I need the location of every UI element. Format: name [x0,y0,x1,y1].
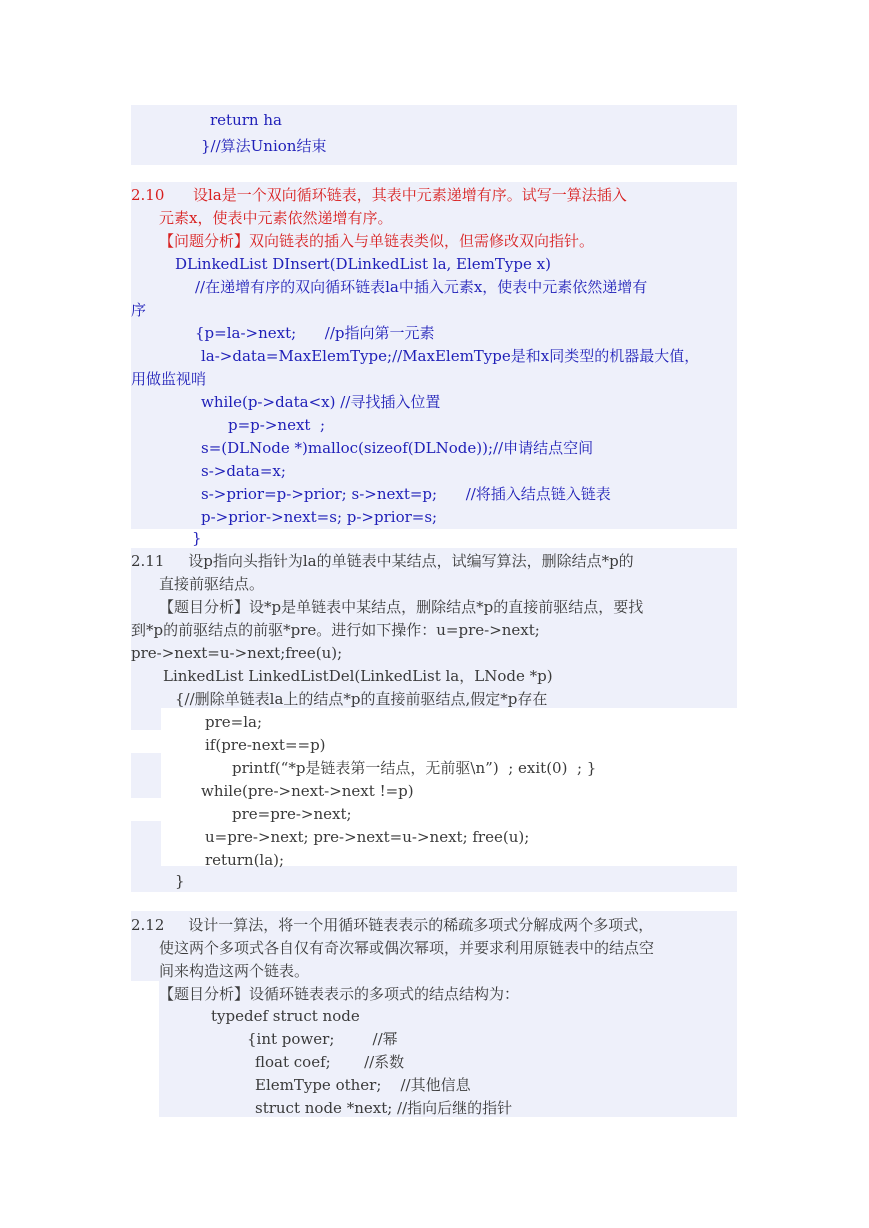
code-line: DLinkedList DInsert(DLinkedList la, ElemType x) [175,255,551,273]
code-line: s=(DLNode *)malloc(sizeof(DLNode));//申请结点空间 [201,439,594,457]
code-line: {p=la->next; //p指向第一元素 [195,324,435,342]
code-line: pre=pre->next; [232,805,352,823]
question-heading: 2.10 设la是一个双向循环链表，其表中元素递增有序。试写一算法插入 [131,186,627,204]
problem-analysis: 【问题分析】双向链表的插入与单链表类似，但需修改双向指针。 [159,232,595,250]
code-line: return(la); [205,851,285,869]
problem-analysis: 【题目分析】设*p是单链表中某结点，删除结点*p的直接前驱结点，要找 [159,598,644,616]
question-text: 使这两个多项式各自仅有奇次幂或偶次幂项，并要求利用原链表中的结点空 [159,939,655,957]
question-text: 间来构造这两个链表。 [159,962,310,980]
code-line: p->prior->next=s; p->prior=s; [201,508,438,526]
code-block-background [131,708,161,730]
problem-analysis: 【题目分析】设循环链表表示的多项式的结点结构为： [159,985,520,1003]
code-line: while(p->data<x) //寻找插入位置 [201,393,441,411]
problem-analysis: pre->next=u->next;free(u); [131,644,343,662]
code-line: } [175,872,185,890]
code-line: LinkedList LinkedListDel(LinkedList la，LNode *p) [163,667,553,685]
code-block-background [131,753,161,798]
code-comment: //在递增有序的双向循环链表la中插入元素x，使表中元素依然递增有 [195,278,648,296]
code-line: if(pre-next==p) [205,736,326,754]
code-line: }//算法Union结束 [201,137,327,155]
code-line: p=p->next ; [228,416,326,434]
question-heading: 2.12 设计一算法，将一个用循环链表表示的稀疏多项式分解成两个多项式， [131,916,654,934]
code-line: {int power; //幂 [247,1030,398,1048]
problem-analysis: 到*p的前驱结点的前驱*pre。进行如下操作：u=pre->next; [131,621,540,639]
code-comment: 用做监视哨 [131,370,207,388]
code-comment: 序 [131,301,147,319]
code-line: s->data=x; [201,462,286,480]
code-line: while(pre->next->next !=p) [201,782,414,800]
question-text: 元素x，使表中元素依然递增有序。 [159,209,393,227]
code-line: la->data=MaxElemType;//MaxElemType是和x同类型的机器最大值， [201,347,700,365]
code-block-background [131,821,161,866]
code-line: u=pre->next; pre->next=u->next; free(u); [205,828,530,846]
question-heading: 2.11 设p指向头指针为la的单链表中某结点，试编写算法，删除结点*p的 [131,552,634,570]
code-line: float coef; //系数 [255,1053,405,1071]
code-line: printf(“*p是链表第一结点，无前驱\n”) ; exit(0) ; } [232,759,597,777]
code-line: struct node *next; //指向后继的指针 [255,1099,513,1117]
code-line: ElemType other; //其他信息 [255,1076,471,1094]
code-line: typedef struct node [211,1007,360,1025]
code-line: pre=la; [205,713,263,731]
code-line: {//删除单链表la上的结点*p的直接前驱结点,假定*p存在 [175,690,548,708]
question-text: 直接前驱结点。 [159,575,265,593]
code-line: s->prior=p->prior; s->next=p; //将插入结点链入链表 [201,485,611,503]
code-line: return ha [210,111,282,129]
code-line: } [192,529,202,547]
